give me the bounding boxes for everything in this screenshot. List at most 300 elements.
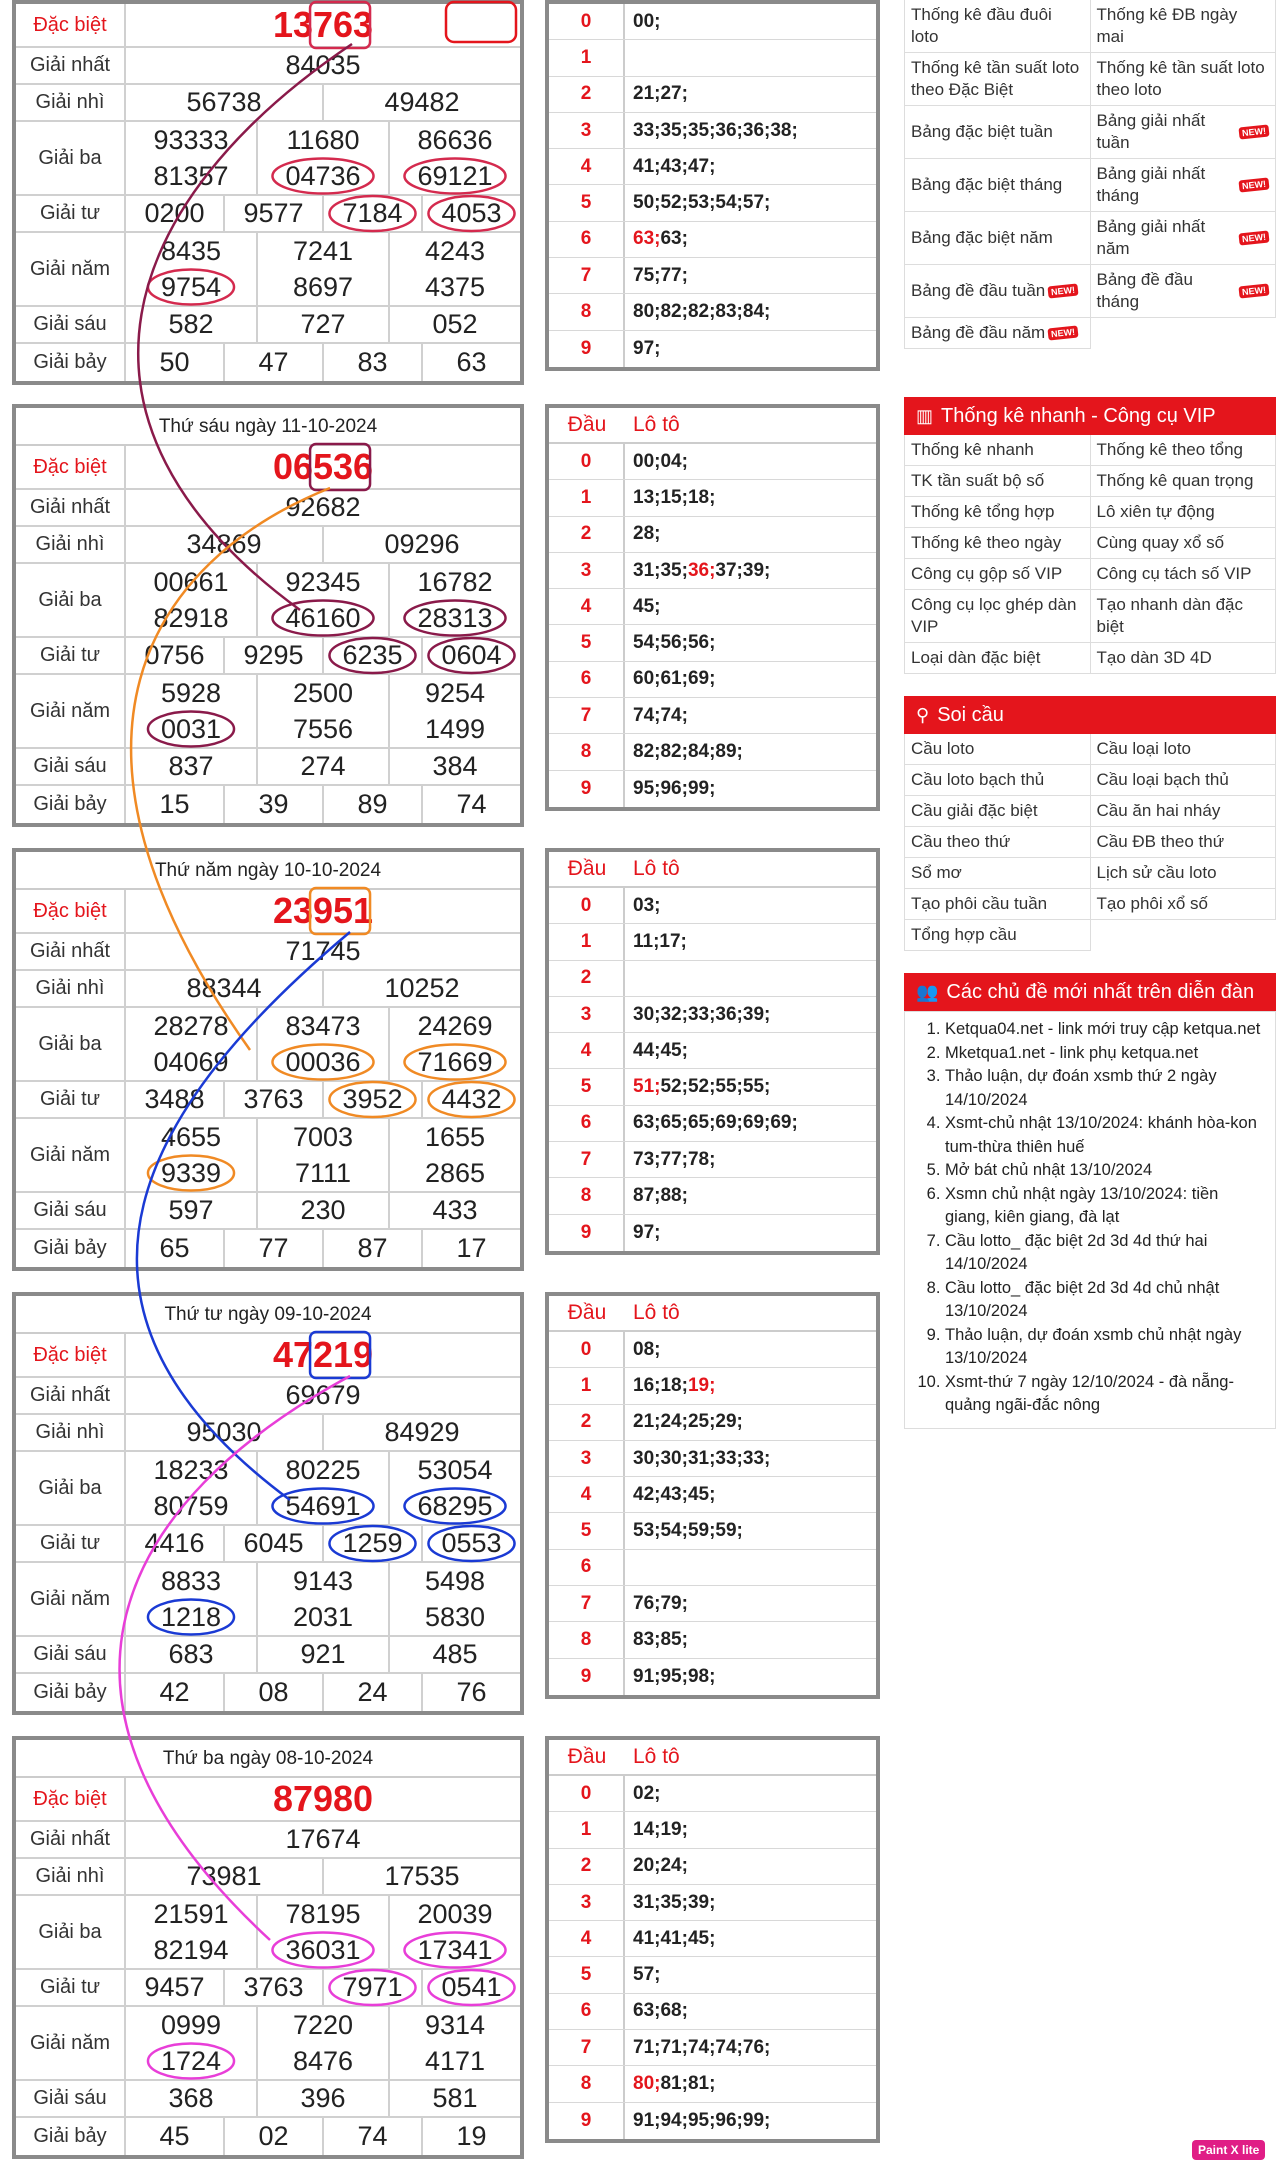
loto-values	[625, 444, 876, 479]
loto-row	[549, 997, 876, 1033]
prize-line	[126, 971, 520, 1006]
sidebar-link[interactable]	[1091, 559, 1277, 590]
sidebar-link-label: Cầu theo thứ	[911, 832, 1011, 851]
prize-number: 92345	[285, 566, 361, 597]
prize-values	[126, 2118, 520, 2155]
sidebar-link[interactable]	[1091, 435, 1277, 466]
prize-cell	[423, 1970, 520, 2005]
sidebar-link[interactable]	[905, 466, 1091, 497]
prize-cell	[126, 890, 520, 932]
sidebar-link[interactable]	[1091, 796, 1277, 827]
prize-cell	[225, 2118, 324, 2155]
sidebar-link-label: Cầu loto	[911, 739, 975, 758]
loto-row	[549, 444, 876, 480]
prize-line	[126, 4, 520, 46]
sidebar-link[interactable]	[905, 0, 1091, 53]
prize-cell	[126, 1896, 258, 1932]
prize-values	[126, 344, 520, 381]
prize-cell	[225, 1082, 324, 1117]
sidebar-link[interactable]	[905, 889, 1091, 920]
loto-row	[549, 1550, 876, 1586]
prize-cell	[390, 564, 520, 600]
sidebar-link[interactable]	[1091, 827, 1277, 858]
prize-cell	[258, 1193, 390, 1228]
prize-cell	[126, 48, 520, 83]
loto-row	[549, 4, 876, 40]
prize-label: Giải nhì	[16, 527, 126, 562]
forum-topic-link[interactable]: 9. Thảo luận, dự đoán xsmb chủ nhật ngày 13/10/2024	[945, 1324, 1265, 1371]
loto-row	[549, 1622, 876, 1658]
loto-number: 42;	[633, 1483, 661, 1505]
prize-line	[126, 1452, 520, 1488]
sidebar-link[interactable]	[1091, 53, 1277, 106]
new-badge: NEW!	[1048, 325, 1079, 340]
loto-number: 81;	[687, 2073, 716, 2095]
sidebar-link[interactable]	[905, 528, 1091, 559]
prize-number: 34869	[186, 529, 262, 559]
loto-row	[549, 1849, 876, 1885]
prize-row	[16, 675, 520, 749]
prize-number: 17	[456, 1233, 487, 1263]
prize-number: 00661	[153, 566, 229, 597]
loto-values	[625, 149, 876, 184]
loto-number: 52;	[687, 1076, 716, 1098]
forum-list	[923, 1018, 1265, 1418]
loto-number: 78;	[687, 1148, 716, 1170]
prize-line	[126, 1563, 520, 1599]
prize-number: 4432	[441, 1084, 502, 1114]
prize-line	[126, 2081, 520, 2116]
prize-cell	[126, 1378, 520, 1413]
users-icon: 👥	[916, 981, 939, 1002]
sidebar-link[interactable]	[1091, 0, 1277, 53]
sidebar-link[interactable]	[1091, 159, 1277, 212]
prize-line	[126, 344, 520, 381]
loto-row	[549, 1776, 876, 1812]
sidebar-link-label: Cầu loại bạch thủ	[1096, 770, 1229, 789]
new-badge: NEW!	[1238, 230, 1269, 245]
loto-row	[549, 1332, 876, 1368]
sidebar-link[interactable]	[905, 265, 1091, 318]
loto-number: 63;	[633, 2000, 661, 2022]
loto-number: 41;	[660, 1927, 688, 1949]
prize-cell	[324, 1859, 520, 1894]
loto-number: 68;	[660, 2000, 688, 2022]
prize-cell	[258, 1932, 390, 1968]
prize-line	[126, 446, 520, 488]
forum-topic-link[interactable]: 1. Ketqua04.net - link mới truy cập ketqua.net	[945, 1018, 1265, 1042]
loto-row	[549, 1659, 876, 1695]
prize-number: 80225	[285, 1454, 361, 1485]
prize-cell	[390, 1599, 520, 1635]
prize-row	[16, 1637, 520, 1674]
forum-topic-link[interactable]: 10. Xsmt-thứ 7 ngày 12/10/2024 - đà nẵng-quảng ngãi-đắc nông	[945, 1371, 1265, 1418]
prize-values	[126, 527, 520, 562]
forum-topic-link[interactable]: 6. Xsmn chủ nhật ngày 13/10/2024: tiền giang, kiên giang, đà lạt	[945, 1183, 1265, 1230]
loto-number: 87;	[633, 1185, 661, 1207]
dau-header: Đầu	[567, 1301, 607, 1324]
prize-row	[16, 344, 520, 381]
loto-number: 08;	[633, 1338, 661, 1360]
loto-number: 54;	[660, 1520, 688, 1542]
prize-label: Giải năm	[16, 2007, 126, 2079]
loto-number: 38;	[770, 119, 798, 141]
prize-label: Giải bảy	[16, 1674, 126, 1711]
sidebar-link-label: Bảng giải nhất tháng	[1096, 164, 1206, 205]
sidebar-link[interactable]	[1091, 528, 1277, 559]
sidebar-link-label: Thống kê tổng hợp	[911, 502, 1055, 521]
prize-cell	[258, 1119, 390, 1155]
forum-topic-link[interactable]: 5. Mở bát chủ nhật 13/10/2024	[945, 1159, 1265, 1183]
loto-number: 19;	[660, 1818, 688, 1840]
prize-line	[126, 1526, 520, 1561]
prize-number: 5928	[160, 677, 222, 708]
prize-values	[126, 1082, 520, 1117]
prize-cell	[126, 1859, 324, 1894]
loto-row	[549, 294, 876, 330]
forum-topic-link[interactable]: 7. Cầu lotto_ đặc biệt 2d 3d 4d thứ hai 14/10/2024	[945, 1230, 1265, 1277]
loto-row	[549, 113, 876, 149]
loto-values	[625, 625, 876, 660]
prize-line	[126, 890, 520, 932]
loto-number: 69;	[742, 1112, 771, 1134]
prize-row	[16, 890, 520, 934]
prize-number: 16782	[417, 566, 493, 597]
loto-number: 75;	[633, 264, 661, 286]
prize-number: 80759	[153, 1490, 229, 1521]
prize-number: 24	[357, 1677, 388, 1707]
forum-topic-link[interactable]: 8. Cầu lotto_ đặc biệt 2d 3d 4d chủ nhật 13/10/2024	[945, 1277, 1265, 1324]
prize-label: Giải tư	[16, 1526, 126, 1561]
loto-number: 45;	[687, 1927, 716, 1949]
sidebar-link[interactable]	[1091, 497, 1277, 528]
sidebar-link[interactable]	[905, 765, 1091, 796]
prize-label: Giải năm	[16, 675, 126, 747]
prize-number: 71745	[285, 936, 361, 966]
prize-number: 4416	[144, 1528, 205, 1558]
prize-cell	[225, 1526, 324, 1561]
loto-number: 33;	[633, 119, 661, 141]
sidebar-link[interactable]	[905, 858, 1091, 889]
result-table	[12, 1736, 524, 2159]
prize-cell	[390, 1193, 520, 1228]
prize-cell	[390, 711, 520, 747]
loto-number: 30;	[660, 1447, 688, 1469]
prize-label: Giải ba	[16, 1896, 126, 1968]
prize-cell	[258, 711, 390, 747]
sidebar-link-label: Cầu giải đặc biệt	[911, 801, 1038, 820]
sidebar-link[interactable]	[905, 643, 1091, 674]
loto-number: 83;	[633, 1629, 661, 1651]
prize-number: 65	[159, 1233, 190, 1263]
loto-number: 96;	[715, 2109, 743, 2131]
prize-values	[126, 1415, 520, 1450]
prize-line	[126, 1822, 520, 1857]
prize-cell	[390, 1932, 520, 1968]
loto-number: 56;	[660, 632, 688, 654]
loto-values	[625, 771, 876, 807]
sidebar-link[interactable]	[1091, 765, 1277, 796]
vip-section-header	[904, 397, 1276, 435]
sidebar-link-label: Bảng đề đầu tuần	[911, 281, 1046, 300]
sidebar-link[interactable]	[1091, 265, 1277, 318]
sidebar-link-label: Sổ mơ	[911, 863, 962, 882]
prize-values	[126, 1008, 520, 1080]
prize-number: 3952	[342, 1084, 403, 1114]
prize-cell	[126, 564, 258, 600]
prize-values	[126, 1859, 520, 1894]
loto-values	[625, 997, 876, 1032]
vip-section-title: Thống kê nhanh - Công cụ VIP	[941, 404, 1216, 427]
loto-number: 85;	[660, 1629, 688, 1651]
dau-digit: 4	[549, 589, 625, 624]
bar-chart-icon: ▥	[916, 405, 934, 426]
sidebar-link-label: Thống kê đầu đuôi loto	[911, 5, 1052, 46]
prize-line	[126, 1674, 520, 1711]
prize-label: Giải nhì	[16, 1415, 126, 1450]
prize-number: 7241	[292, 235, 354, 266]
prize-number: 86636	[417, 124, 493, 155]
sidebar-link[interactable]	[1091, 643, 1277, 674]
sidebar-link[interactable]	[1091, 106, 1277, 159]
dau-digit: 8	[549, 1178, 625, 1213]
prize-line	[126, 1932, 520, 1968]
dau-digit: 5	[549, 625, 625, 660]
dau-digit: 2	[549, 961, 625, 996]
prize-number: 18233	[153, 1454, 229, 1485]
sidebar-link[interactable]	[905, 497, 1091, 528]
loto-header-label: Lô tô	[633, 1745, 680, 1768]
sidebar-link[interactable]	[905, 212, 1091, 265]
prize-cell	[126, 4, 520, 46]
new-badge: NEW!	[1048, 283, 1079, 298]
prize-number: 4053	[441, 198, 502, 228]
sidebar-link-label: Thống kê theo tổng	[1096, 440, 1244, 459]
sidebar-link[interactable]	[905, 559, 1091, 590]
prize-row	[16, 1452, 520, 1526]
loto-values	[625, 2103, 876, 2139]
prize-cell	[390, 122, 520, 158]
sidebar-link[interactable]	[1091, 212, 1277, 265]
prize-values	[126, 122, 520, 194]
loto-number: 95;	[633, 777, 661, 799]
loto-row	[549, 1885, 876, 1921]
sidebar-link[interactable]	[1091, 889, 1277, 920]
loto-number: 35;	[660, 559, 688, 581]
prize-row	[16, 1674, 520, 1711]
loto-number: 82;	[687, 301, 716, 323]
forum-topic-link[interactable]: 3. Thảo luận, dự đoán xsmb thứ 2 ngày 14/10/2024	[945, 1065, 1265, 1112]
dau-digit: 5	[549, 1513, 625, 1548]
prize-label: Giải năm	[16, 1563, 126, 1635]
dau-digit: 3	[549, 553, 625, 588]
forum-topic-link[interactable]: 2. Mketqua1.net - link phụ ketqua.net	[945, 1042, 1265, 1066]
loto-row	[549, 888, 876, 924]
prize-values	[126, 2007, 520, 2079]
loto-number: 76;	[742, 2036, 771, 2058]
sidebar-link[interactable]	[905, 734, 1091, 765]
loto-number: 77;	[660, 1148, 688, 1170]
prize-label: Giải sáu	[16, 749, 126, 784]
prize-row	[16, 1230, 520, 1267]
prize-number: 4375	[424, 271, 486, 302]
prize-row	[16, 1415, 520, 1452]
prize-cell	[423, 786, 520, 823]
sidebar-link-label: Bảng đặc biệt tuần	[911, 122, 1053, 141]
prize-line	[126, 749, 520, 784]
sidebar-link[interactable]	[1091, 590, 1277, 643]
prize-label: Đặc biệt	[16, 4, 126, 46]
prize-number: 10252	[384, 973, 460, 1003]
prize-number: 08	[258, 1677, 289, 1707]
prize-cell	[324, 638, 423, 673]
sidebar-link-label: Cầu ĐB theo thứ	[1096, 832, 1225, 851]
loto-number: 43;	[660, 1483, 688, 1505]
sidebar-link[interactable]	[905, 920, 1091, 951]
prize-label: Giải sáu	[16, 2081, 126, 2116]
prize-line	[126, 1193, 520, 1228]
prize-number: 50	[159, 347, 190, 377]
prize-values	[126, 1119, 520, 1191]
prize-row	[16, 1822, 520, 1859]
loto-number: 39;	[742, 1003, 771, 1025]
loto-values	[625, 1368, 876, 1403]
prize-cell	[258, 675, 390, 711]
prize-label: Đặc biệt	[16, 890, 126, 932]
sidebar-link[interactable]	[905, 318, 1091, 349]
prize-row	[16, 48, 520, 85]
loto-number: 41;	[633, 155, 661, 177]
prize-label: Giải nhất	[16, 490, 126, 525]
prize-line	[126, 1082, 520, 1117]
prize-number: 597	[168, 1195, 214, 1225]
loto-number: 56;	[687, 632, 716, 654]
sidebar-link[interactable]	[905, 827, 1091, 858]
sidebar-link[interactable]	[905, 796, 1091, 827]
forum-topic-link[interactable]: 4. Xsmt-chủ nhật 13/10/2024: khánh hòa-kon tum-thừa thiên huế	[945, 1112, 1265, 1159]
prize-number: 78195	[285, 1898, 361, 1929]
sidebar-link[interactable]	[905, 106, 1091, 159]
sidebar-link[interactable]	[905, 159, 1091, 212]
sidebar-link[interactable]	[1091, 734, 1277, 765]
prize-number: 47	[258, 347, 289, 377]
prize-row	[16, 971, 520, 1008]
loto-values	[625, 331, 876, 367]
prize-number: 582	[168, 309, 214, 339]
loto-number: 80;	[633, 2073, 661, 2095]
prize-label: Giải ba	[16, 1008, 126, 1080]
prize-line	[126, 1230, 520, 1267]
loto-values	[625, 1659, 876, 1695]
prize-line	[126, 675, 520, 711]
loto-number: 63;	[633, 1112, 661, 1134]
prize-number: 9339	[160, 1157, 222, 1188]
prize-number: 9457	[144, 1972, 205, 2002]
loto-values	[625, 1332, 876, 1367]
prize-number: 3488	[144, 1084, 205, 1114]
dau-digit: 8	[549, 734, 625, 769]
loto-row	[549, 1477, 876, 1513]
prize-number: 1499	[424, 713, 486, 744]
prize-cell	[126, 2118, 225, 2155]
prize-line	[126, 122, 520, 158]
prize-cell	[126, 600, 258, 636]
prize-values	[126, 749, 520, 784]
loto-number: 59;	[687, 1520, 716, 1542]
prize-number: 69679	[285, 1380, 361, 1410]
spacer	[904, 349, 1276, 397]
prize-row	[16, 749, 520, 786]
loto-number: 24;	[660, 1411, 688, 1433]
sidebar-link[interactable]	[905, 435, 1091, 466]
loto-row	[549, 662, 876, 698]
prize-label: Giải nhì	[16, 85, 126, 120]
loto-values	[625, 888, 876, 923]
loto-number: 98;	[687, 1665, 716, 1687]
loto-row	[549, 1033, 876, 1069]
dau-digit: 2	[549, 1405, 625, 1440]
loto-number: 36;	[742, 119, 771, 141]
loto-values	[625, 222, 876, 257]
prize-values	[126, 1452, 520, 1524]
loto-number: 60;	[633, 668, 661, 690]
prize-cell	[390, 1008, 520, 1044]
prize-cell	[126, 2007, 258, 2043]
loto-number: 55;	[715, 1076, 743, 1098]
prize-row	[16, 564, 520, 638]
prize-number: 3763	[243, 1972, 304, 2002]
result-table	[12, 1292, 524, 1715]
soi-cau-section-title: Soi cầu	[937, 703, 1004, 726]
sidebar-link[interactable]	[905, 53, 1091, 106]
prize-cell	[258, 1488, 390, 1524]
prize-number: 81357	[153, 160, 229, 191]
loto-number: 83;	[715, 301, 743, 323]
loto-row	[549, 258, 876, 294]
loto-table	[545, 404, 880, 811]
sidebar-link[interactable]	[1091, 466, 1277, 497]
sidebar-link-label: Cầu loại loto	[1096, 739, 1192, 758]
prize-cell	[225, 1230, 324, 1267]
sidebar-link-label: Thống kê nhanh	[911, 440, 1034, 459]
loto-values	[625, 698, 876, 733]
prize-cell	[126, 1674, 225, 1711]
prize-number: 433	[432, 1195, 478, 1225]
sidebar-link-label: Tổng hợp cầu	[911, 925, 1017, 944]
prize-number: 384	[432, 751, 478, 781]
sidebar-link[interactable]	[905, 590, 1091, 643]
sidebar-link-label: Tạo phôi cầu tuần	[911, 894, 1048, 913]
loto-number: 36;	[715, 119, 743, 141]
loto-row	[549, 734, 876, 770]
prize-cell	[390, 158, 520, 194]
loto-number: 63;	[633, 228, 661, 250]
prize-cell	[258, 1637, 390, 1672]
prize-cell	[423, 196, 520, 231]
sidebar-link[interactable]	[1091, 858, 1277, 889]
prize-row	[16, 1526, 520, 1563]
loto-number: 54;	[715, 192, 743, 214]
loto-number: 41;	[633, 1927, 661, 1949]
loto-values	[625, 1812, 876, 1847]
dau-digit: 1	[549, 480, 625, 515]
prize-row	[16, 196, 520, 233]
prize-number: 93333	[153, 124, 229, 155]
prize-number: 2500	[292, 677, 354, 708]
prize-label: Giải nhất	[16, 1822, 126, 1857]
loto-values	[625, 258, 876, 293]
loto-row	[549, 1441, 876, 1477]
